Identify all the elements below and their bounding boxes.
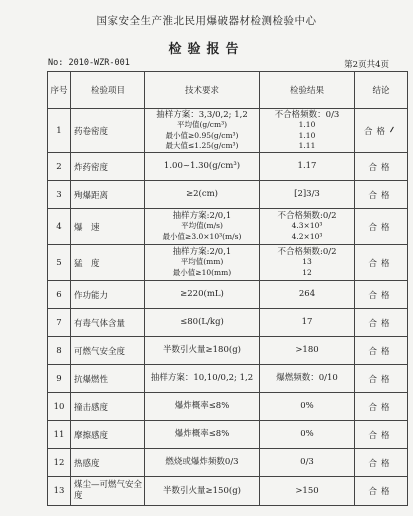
column-header-item: 检验项目	[71, 72, 145, 109]
technical-requirement-line: ≥220(mL)	[180, 289, 224, 300]
technical-requirement	[145, 153, 260, 181]
report-number: No: 2010-WZR-001	[48, 58, 130, 68]
report-title: 检验报告	[168, 42, 245, 57]
inspection-item	[71, 365, 145, 393]
inspection-result-line: 4.2×10³	[291, 231, 323, 241]
inspection-item-text: 撞击感度	[74, 402, 109, 413]
conclusion	[355, 365, 408, 393]
row-number	[48, 393, 71, 421]
row-number-text: 2	[56, 161, 62, 172]
technical-requirement-line: 最小值≥10(mm)	[172, 267, 232, 277]
inspection-result-line: 17	[301, 317, 313, 328]
conclusion-text: 合格	[368, 458, 394, 469]
column-header-no: 序号	[48, 72, 71, 109]
conclusion	[355, 109, 408, 153]
technical-requirement-line: ≤80(L/kg)	[180, 317, 224, 328]
conclusion	[355, 421, 408, 449]
inspection-item	[71, 337, 145, 365]
row-number	[48, 109, 71, 153]
inspection-result-line: 0%	[300, 401, 314, 412]
conclusion-text: 合格	[368, 162, 394, 173]
technical-requirement-line: ≥2(cm)	[186, 189, 218, 200]
inspection-result	[260, 245, 355, 281]
row-number-text: 6	[56, 289, 62, 300]
inspection-table	[47, 71, 408, 506]
conclusion	[355, 181, 408, 209]
row-number	[48, 153, 71, 181]
technical-requirement-line: 最大值≤1.25(g/cm³)	[165, 141, 239, 150]
inspection-result-line: >150	[295, 485, 319, 496]
inspection-item	[71, 181, 145, 209]
conclusion	[355, 393, 408, 421]
technical-requirement-line: 平均值(mm)	[180, 257, 224, 267]
conclusion-text: 合格	[363, 126, 389, 137]
technical-requirement-line: 最小值≥0.95(g/cm³)	[165, 130, 239, 140]
inspection-result-line: 1.10	[298, 120, 316, 129]
conclusion-text: 合格	[368, 318, 394, 329]
table-row	[48, 153, 408, 181]
inspection-result-line: 4.3×10³	[291, 221, 323, 231]
inspection-result-line: >180	[295, 345, 319, 356]
inspection-result-line: 0%	[300, 429, 314, 440]
technical-requirement-line: 抽样方案：3,3/0,2; 1,2	[156, 109, 248, 120]
technical-requirement	[145, 181, 260, 209]
table-row	[48, 109, 408, 153]
table-row	[48, 365, 408, 393]
row-number-text: 5	[56, 257, 62, 268]
technical-requirement	[145, 365, 260, 393]
technical-requirement-line: 最小值≥3.0×10³(m/s)	[162, 231, 242, 241]
conclusion-text: 合格	[368, 487, 394, 497]
table-row	[48, 309, 408, 337]
inspection-item	[71, 393, 145, 421]
row-number	[48, 209, 71, 245]
row-number-text: 11	[53, 429, 65, 440]
row-number-text: 12	[53, 457, 65, 468]
row-number	[48, 365, 71, 393]
conclusion-text: 合格	[368, 222, 394, 233]
row-number-text: 1	[56, 125, 62, 136]
inspection-result	[260, 181, 355, 209]
technical-requirement-line: 抽样方案:2/0,1	[172, 246, 232, 257]
inspection-item	[71, 477, 145, 506]
technical-requirement-line: 半数引火量≥180(g)	[163, 345, 241, 356]
technical-requirement-line: 1.00~1.30(g/cm³)	[163, 161, 241, 172]
conclusion-text: 合格	[368, 402, 394, 413]
technical-requirement	[145, 337, 260, 365]
inspection-result	[260, 477, 355, 506]
technical-requirement	[145, 309, 260, 337]
inspection-result-line: 爆燃频数：0/10	[276, 373, 338, 384]
technical-requirement	[145, 109, 260, 153]
table-row	[48, 393, 408, 421]
inspection-result	[260, 109, 355, 153]
conclusion	[355, 153, 408, 181]
table-header-row	[48, 72, 408, 109]
technical-requirement	[145, 209, 260, 245]
inspection-item-text: 作功能力	[74, 290, 109, 301]
inspection-result-line: 不合格频数:0/2	[277, 210, 337, 221]
inspection-result-line: [2]3/3	[294, 189, 320, 200]
row-number	[48, 337, 71, 365]
inspection-result	[260, 449, 355, 477]
row-number-text: 9	[56, 373, 62, 384]
technical-requirement	[145, 245, 260, 281]
table-row	[48, 477, 408, 506]
inspection-result	[260, 281, 355, 309]
technical-requirement	[145, 421, 260, 449]
technical-requirement-line: 平均值(g/cm³)	[177, 120, 227, 129]
conclusion-text: 合格	[368, 346, 394, 357]
inspection-item-text: 抗爆燃性	[74, 374, 109, 385]
inspection-item-text: 摩擦感度	[74, 430, 109, 441]
inspection-item	[71, 153, 145, 181]
inspection-result	[260, 337, 355, 365]
table-row	[48, 281, 408, 309]
row-number-text: 4	[56, 221, 62, 232]
technical-requirement	[145, 449, 260, 477]
inspection-item-text: 炸药密度	[74, 162, 109, 173]
inspection-result-line: 12	[302, 267, 312, 277]
inspection-item	[71, 109, 145, 153]
row-number-text: 10	[53, 401, 65, 412]
table-row	[48, 421, 408, 449]
inspection-item-text: 药卷密度	[74, 126, 109, 137]
conclusion	[355, 449, 408, 477]
inspection-result	[260, 209, 355, 245]
inspection-item-text: 煤尘—可燃气安全度	[74, 480, 143, 501]
table-row	[48, 337, 408, 365]
conclusion	[355, 209, 408, 245]
inspection-item	[71, 209, 145, 245]
inspection-item-text: 可燃气安全度	[74, 346, 126, 357]
inspection-result-line: 1.11	[298, 141, 316, 150]
column-header-conclusion: 结论	[355, 72, 408, 109]
row-number	[48, 421, 71, 449]
table-row	[48, 209, 408, 245]
column-header-requirement: 技术要求	[145, 72, 260, 109]
conclusion-text: 合格	[368, 290, 394, 301]
row-number	[48, 477, 71, 506]
technical-requirement	[145, 393, 260, 421]
technical-requirement-line: 平均值(m/s)	[181, 221, 223, 231]
inspection-result-line: 1.17	[297, 161, 317, 172]
inspection-item	[71, 309, 145, 337]
inspection-item	[71, 245, 145, 281]
inspection-result	[260, 421, 355, 449]
check-mark-icon	[390, 126, 399, 135]
inspection-item-text: 殉爆距离	[74, 190, 109, 201]
row-number-text: 13	[53, 486, 65, 496]
row-number-text: 7	[56, 317, 62, 328]
row-number	[48, 245, 71, 281]
technical-requirement-line: 爆炸概率≤8%	[174, 401, 230, 412]
inspection-item	[71, 281, 145, 309]
page-info: 第2页共4页	[344, 60, 389, 70]
inspection-result-line: 不合格频数:0/2	[277, 246, 337, 257]
inspection-item-text: 猛 度	[74, 258, 100, 269]
conclusion-text: 合格	[368, 374, 394, 385]
inspection-item-text: 有毒气体含量	[74, 318, 126, 329]
conclusion	[355, 281, 408, 309]
inspection-result-line: 不合格频数：0/3	[274, 109, 340, 120]
inspection-result	[260, 393, 355, 421]
column-header-result: 检验结果	[260, 72, 355, 109]
technical-requirement	[145, 477, 260, 506]
conclusion	[355, 245, 408, 281]
conclusion-text: 合格	[368, 258, 394, 269]
row-number	[48, 449, 71, 477]
technical-requirement-line: 爆炸概率≤8%	[174, 429, 230, 440]
inspection-result	[260, 309, 355, 337]
technical-requirement-line: 抽样方案:2/0,1	[172, 210, 232, 221]
row-number	[48, 181, 71, 209]
inspection-item	[71, 421, 145, 449]
technical-requirement-line: 半数引火量≥150(g)	[163, 485, 241, 496]
conclusion	[355, 309, 408, 337]
table-row	[48, 181, 408, 209]
table-row	[48, 245, 408, 281]
row-number	[48, 281, 71, 309]
inspection-item-text: 热感度	[74, 458, 100, 469]
inspection-result	[260, 153, 355, 181]
technical-requirement-line: 燃烧或爆炸频数0/3	[165, 457, 239, 468]
row-number	[48, 309, 71, 337]
inspection-result-line: 1.10	[298, 130, 316, 140]
technical-requirement	[145, 281, 260, 309]
conclusion-text: 合格	[368, 190, 394, 201]
conclusion	[355, 337, 408, 365]
conclusion	[355, 477, 408, 506]
inspection-item-text: 爆 速	[74, 222, 100, 233]
row-number-text: 8	[56, 345, 62, 356]
conclusion-text: 合格	[368, 430, 394, 441]
technical-requirement-line: 抽样方案：10,10/0,2; 1,2	[150, 373, 254, 384]
table-row	[48, 449, 408, 477]
inspection-result-line: 13	[302, 257, 312, 267]
row-number-text: 3	[56, 189, 62, 200]
inspection-result	[260, 365, 355, 393]
inspection-item	[71, 449, 145, 477]
inspection-result-line: 264	[298, 289, 316, 300]
inspection-result-line: 0/3	[300, 457, 314, 468]
organization-name: 国家安全生产淮北民用爆破器材检测检验中心	[96, 15, 317, 27]
